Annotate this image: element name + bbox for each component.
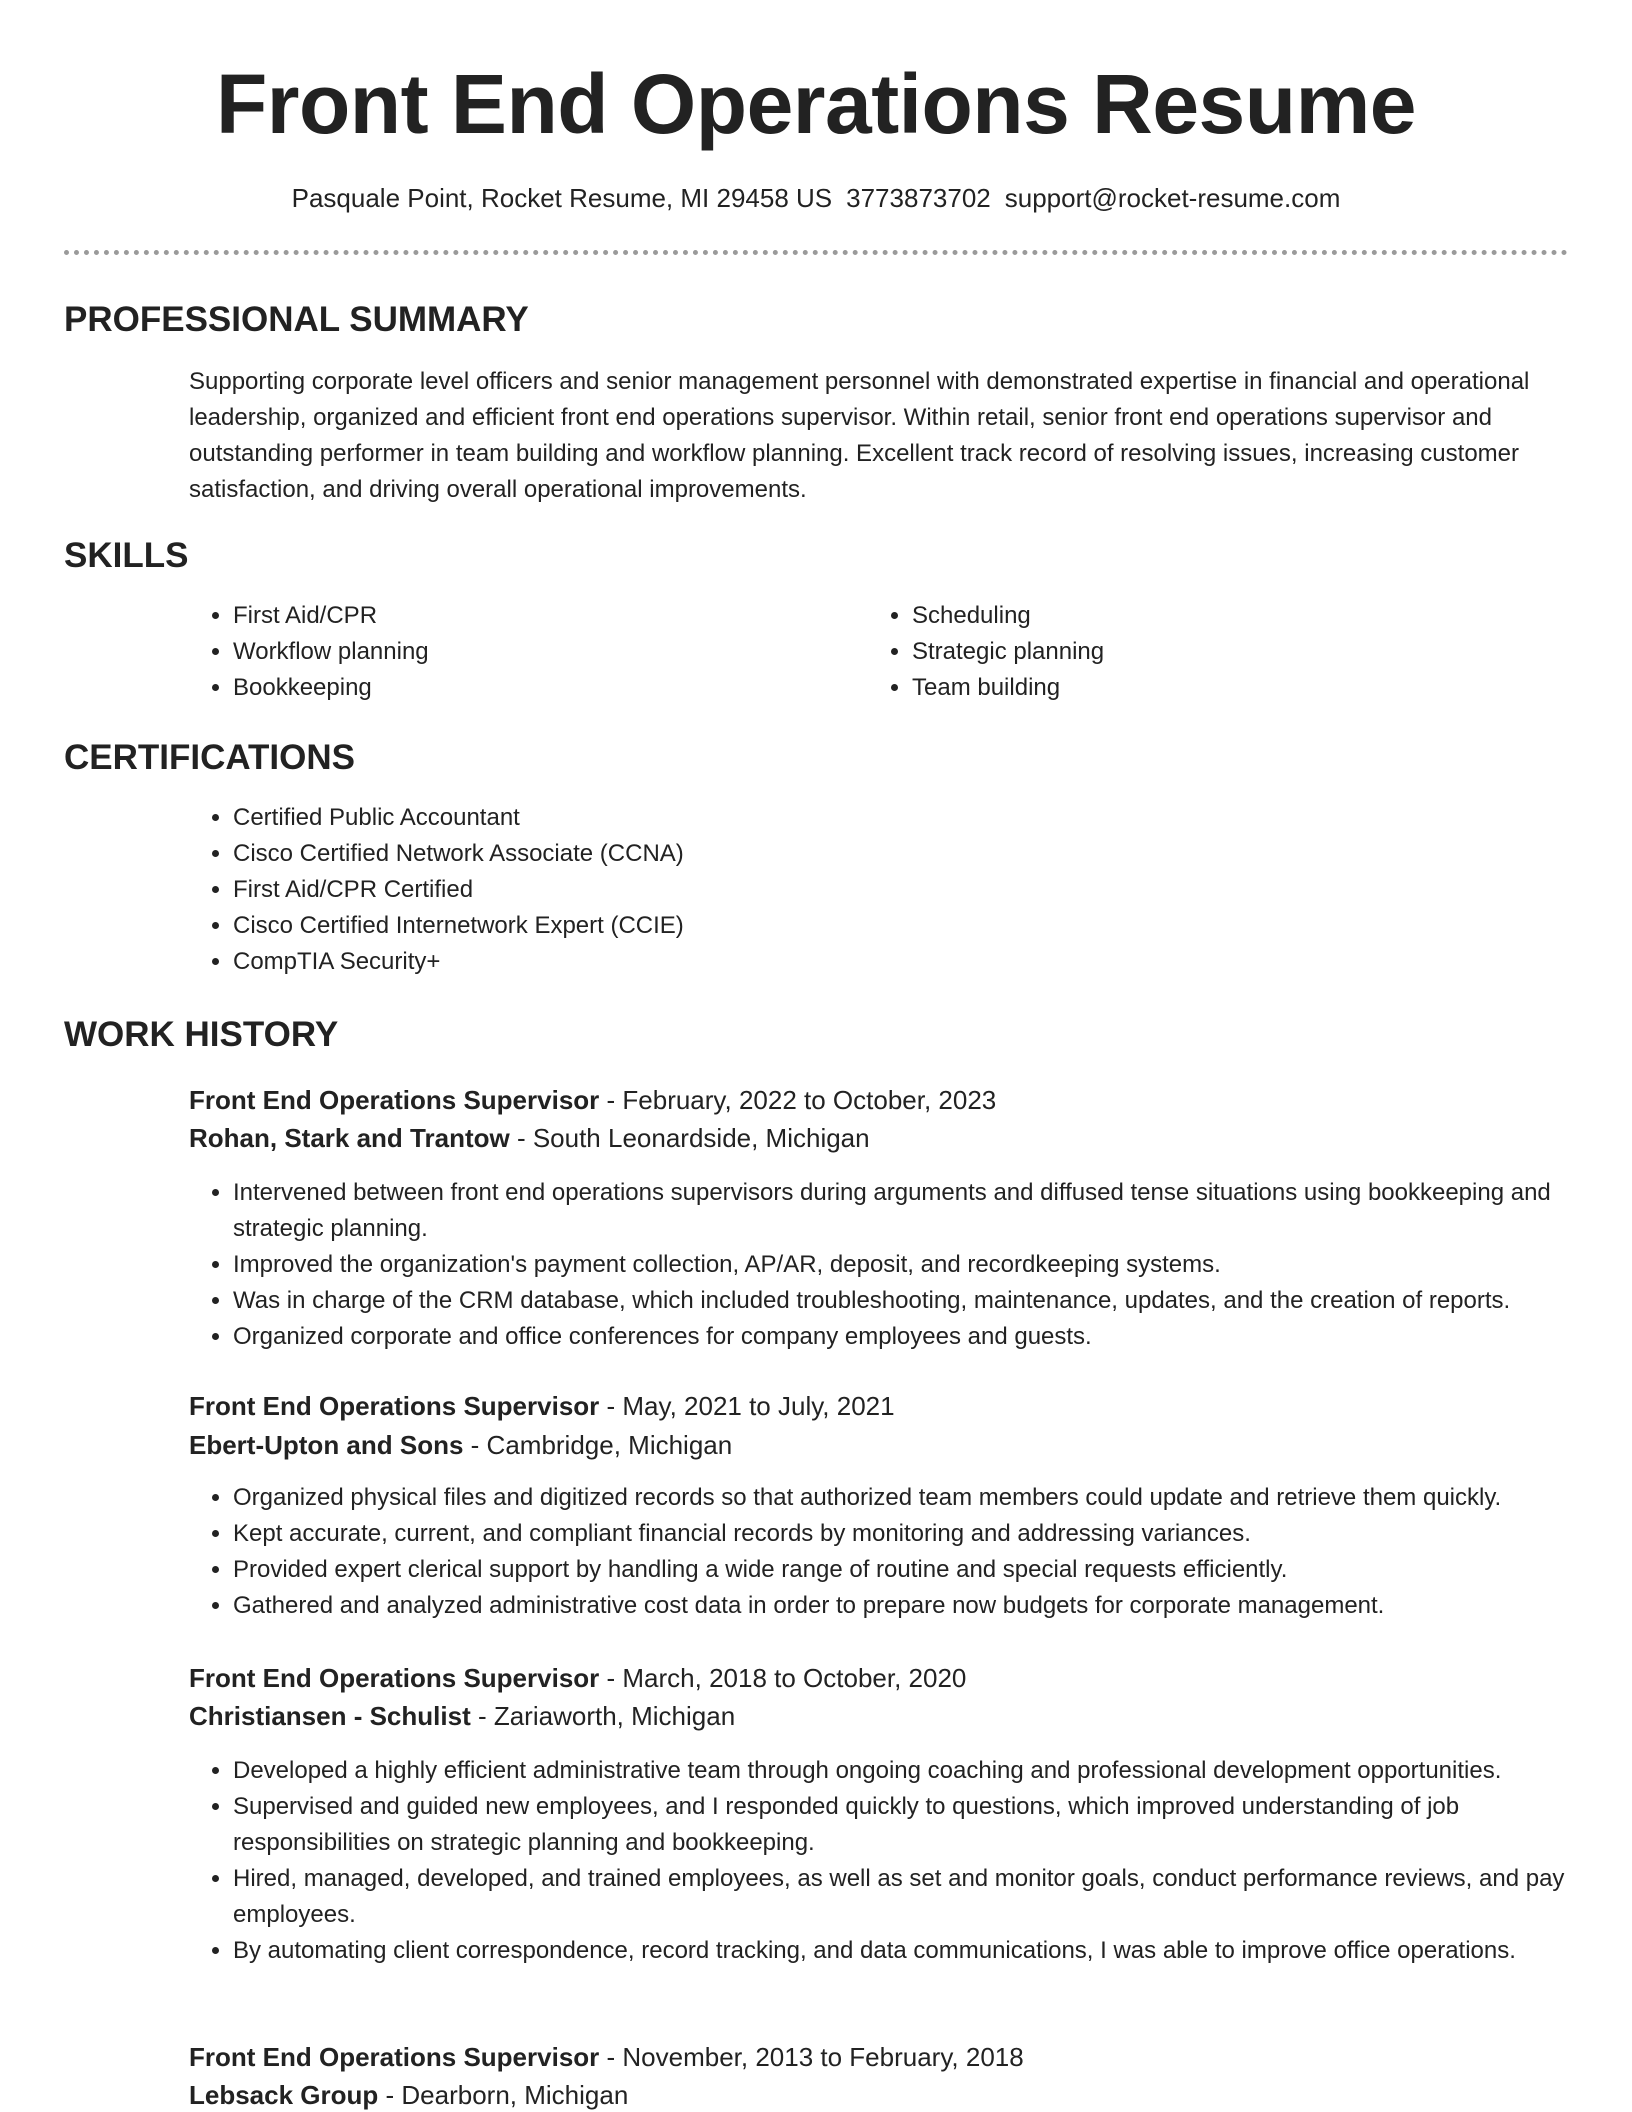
header-divider [64, 250, 1568, 255]
job-location: - Zariaworth, Michigan [470, 1701, 736, 1731]
job-location: - Dearborn, Michigan [378, 2080, 629, 2110]
job-title: Front End Operations Supervisor [189, 2042, 600, 2072]
job-company: Lebsack Group [189, 2080, 379, 2110]
job-bullet: • Gathered and analyzed administrative cost data in order to prepare now budgets for corporate management. [233, 1588, 1613, 1624]
job-bullet: • Hired, managed, developed, and trained employees, as well as set and monitor goals, conduct performance reviews, and pay employees. [233, 1861, 1613, 1933]
certification-item: • Cisco Certified Internetwork Expert (CCIE) [233, 908, 1533, 944]
job-company: Ebert-Upton and Sons [189, 1430, 464, 1460]
job-title-line [189, 1081, 996, 1119]
contact-line [0, 180, 1632, 216]
skill-item: • Bookkeeping [233, 670, 833, 706]
job-bullets [189, 1175, 1613, 1355]
certifications-list [189, 800, 1533, 980]
job-company-line [189, 1119, 870, 1157]
job-bullet: • Supervised and guided new employees, and I responded quickly to questions, which improved understanding of job responsibilities on strategic planning and bookkeeping. [233, 1789, 1613, 1861]
job-company-line [189, 2076, 628, 2112]
address: Pasquale Point, Rocket Resume, MI 29458 US [291, 183, 833, 213]
job-bullets [189, 1753, 1613, 1969]
job-bullet: • Organized physical files and digitized records so that authorized team members could update and retrieve them quickly. [233, 1480, 1613, 1516]
skills-heading: SKILLS [64, 536, 189, 575]
job-title: Front End Operations Supervisor [189, 1663, 600, 1693]
job-title-line [189, 2038, 1024, 2076]
job-bullet: • By automating client correspondence, record tracking, and data communications, I was able to improve office operations. [233, 1933, 1613, 1969]
phone: 3773873702 [846, 183, 991, 213]
job-location: - Cambridge, Michigan [463, 1430, 733, 1460]
job-title: Front End Operations Supervisor [189, 1391, 600, 1421]
job-company-line [189, 1426, 732, 1464]
certification-item: • Cisco Certified Network Associate (CCNA) [233, 836, 1533, 872]
job-dates: - May, 2021 to July, 2021 [599, 1391, 895, 1421]
job-title-line [189, 1387, 895, 1425]
job-company: Rohan, Stark and Trantow [189, 1123, 510, 1153]
certification-item: • Certified Public Accountant [233, 800, 1533, 836]
summary-heading: PROFESSIONAL SUMMARY [64, 300, 529, 339]
page-title: Front End Operations Resume [216, 57, 1416, 151]
job-bullet: • Kept accurate, current, and compliant financial records by monitoring and addressing variances. [233, 1516, 1613, 1552]
skill-item: • First Aid/CPR [233, 598, 833, 634]
certifications-heading: CERTIFICATIONS [64, 738, 356, 777]
email-link[interactable]: support@rocket-resume.com [1004, 183, 1341, 213]
job-dates: - February, 2022 to October, 2023 [599, 1085, 997, 1115]
job-bullet: • Was in charge of the CRM database, which included troubleshooting, maintenance, updates, and the creation of reports. [233, 1283, 1613, 1319]
skill-item: • Workflow planning [233, 634, 833, 670]
skills-list-left [189, 598, 833, 706]
job-bullet: • Improved the organization's payment collection, AP/AR, deposit, and recordkeeping systems. [233, 1247, 1613, 1283]
job-bullets [189, 1480, 1613, 1624]
job-dates: - November, 2013 to February, 2018 [599, 2042, 1024, 2072]
job-bullet: • Intervened between front end operations supervisors during arguments and diffused tense situations using bookkeeping and strategic planning. [233, 1175, 1613, 1247]
job-dates: - March, 2018 to October, 2020 [599, 1663, 967, 1693]
job-bullet: • Organized corporate and office conferences for company employees and guests. [233, 1319, 1613, 1355]
job-location: - South Leonardside, Michigan [509, 1123, 870, 1153]
work-history-heading: WORK HISTORY [64, 1015, 339, 1054]
summary-text: Supporting corporate level officers and senior management personnel with demonstrated expertise in financial and operational leadership, organized and efficient front end operations supervisor. Within retail, senior front end operations supervisor and outstanding performer in team building and workflow planning. Excellent track record of resolving issues, increasing customer satisfaction, and driving overall operational improvements. [189, 368, 1530, 503]
job-title: Front End Operations Supervisor [189, 1085, 600, 1115]
job-bullet: • Developed a highly efficient administrative team through ongoing coaching and professional development opportunities. [233, 1753, 1613, 1789]
job-title-line [189, 1659, 966, 1697]
certification-item: • CompTIA Security+ [233, 944, 1533, 980]
skill-item: • Team building [912, 670, 1512, 706]
skill-item: • Strategic planning [912, 634, 1512, 670]
job-company-line [189, 1697, 735, 1735]
job-company: Christiansen - Schulist [189, 1701, 471, 1731]
job-bullet: • Provided expert clerical support by handling a wide range of routine and special requests efficiently. [233, 1552, 1613, 1588]
skill-item: • Scheduling [912, 598, 1512, 634]
skills-list-right [868, 598, 1512, 706]
certification-item: • First Aid/CPR Certified [233, 872, 1533, 908]
